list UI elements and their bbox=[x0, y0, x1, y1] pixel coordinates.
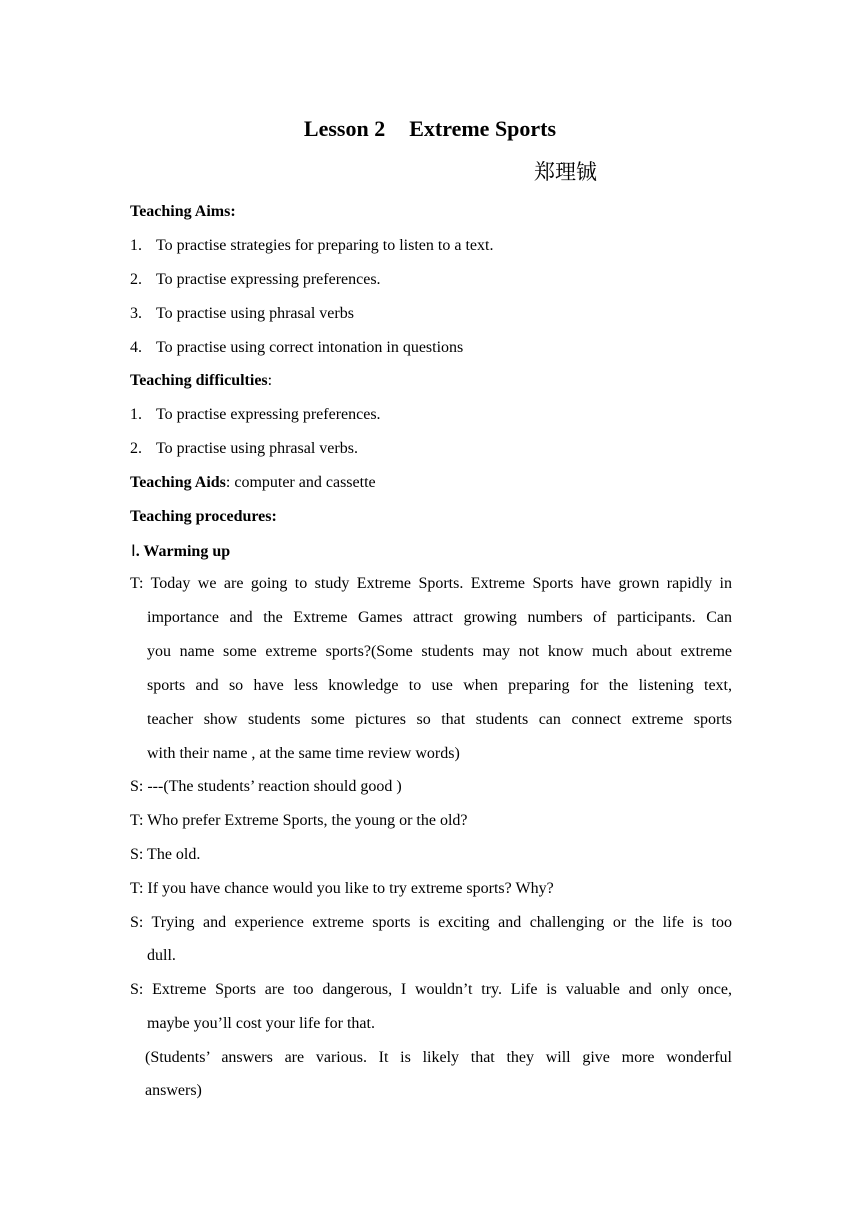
aims-item bbox=[130, 236, 732, 256]
item-text: To practise using phrasal verbs. bbox=[156, 440, 358, 457]
note-line: (Students’ answers are various. It is likely that they will give more wonderful bbox=[145, 1049, 732, 1066]
difficulties-item bbox=[130, 439, 732, 459]
paragraph-line: importance and the Extreme Games attract growing numbers of participants. Can bbox=[147, 609, 732, 626]
aims-item bbox=[130, 304, 732, 324]
student-line-continued: maybe you’ll cost your life for that. bbox=[147, 1015, 375, 1032]
student-line: S: ---(The students’ reaction should good ) bbox=[130, 778, 402, 795]
item-number: 1. bbox=[130, 406, 142, 423]
lesson-number: Lesson 2 bbox=[303, 116, 386, 141]
aids-label: Teaching Aids bbox=[130, 474, 226, 491]
item-text: To practise strategies for preparing to listen to a text. bbox=[156, 237, 494, 254]
aids-line bbox=[130, 473, 732, 493]
paragraph-line: T: Today we are going to study Extreme Sports. Extreme Sports have grown rapidly in bbox=[130, 575, 732, 592]
author-name: 郑理铖 bbox=[534, 160, 597, 184]
aims-item bbox=[130, 270, 732, 290]
item-text: To practise using correct intonation in questions bbox=[156, 339, 464, 356]
difficulties-heading bbox=[130, 371, 732, 391]
item-number: 3. bbox=[130, 305, 142, 322]
paragraph-line: teacher show students some pictures so that students can connect extreme sports bbox=[147, 711, 732, 728]
item-number: 1. bbox=[130, 237, 142, 254]
item-text: To practise expressing preferences. bbox=[156, 271, 381, 288]
item-number: 2. bbox=[130, 440, 142, 457]
student-line: S: The old. bbox=[130, 846, 201, 863]
item-number: 4. bbox=[130, 339, 142, 356]
paragraph-line: you name some extreme sports?(Some students may not know much about extreme bbox=[147, 643, 732, 660]
paragraph-line: with their name , at the same time review words) bbox=[147, 745, 460, 762]
item-text: To practise expressing preferences. bbox=[156, 406, 381, 423]
lesson-title bbox=[0, 115, 860, 143]
aims-heading: Teaching Aims: bbox=[130, 203, 236, 220]
difficulties-label: Teaching difficulties bbox=[130, 372, 268, 389]
teacher-line: T: Who prefer Extreme Sports, the young or the old? bbox=[130, 812, 468, 829]
paragraph-line: sports and so have less knowledge to use when preparing for the listening text, bbox=[147, 677, 732, 694]
note-line: answers) bbox=[145, 1082, 202, 1099]
student-line: S: Extreme Sports are too dangerous, I wouldn’t try. Life is valuable and only once, bbox=[130, 981, 732, 998]
aims-item bbox=[130, 338, 732, 358]
lesson-topic: Extreme Sports bbox=[409, 116, 557, 141]
item-text: To practise using phrasal verbs bbox=[156, 305, 354, 322]
student-line-continued: dull. bbox=[147, 947, 176, 964]
section-roman-numeral: Ⅰ bbox=[131, 541, 136, 560]
difficulties-item bbox=[130, 405, 732, 425]
aids-text: : computer and cassette bbox=[225, 474, 376, 491]
difficulties-colon: : bbox=[267, 372, 273, 389]
procedures-heading: Teaching procedures: bbox=[130, 508, 277, 525]
student-line: S: Trying and experience extreme sports is exciting and challenging or the life is too bbox=[130, 914, 732, 931]
section-title: . Warming up bbox=[135, 543, 231, 560]
teacher-line: T: If you have chance would you like to try extreme sports? Why? bbox=[130, 880, 554, 897]
section-heading-warming-up bbox=[131, 541, 733, 562]
item-number: 2. bbox=[130, 271, 142, 288]
